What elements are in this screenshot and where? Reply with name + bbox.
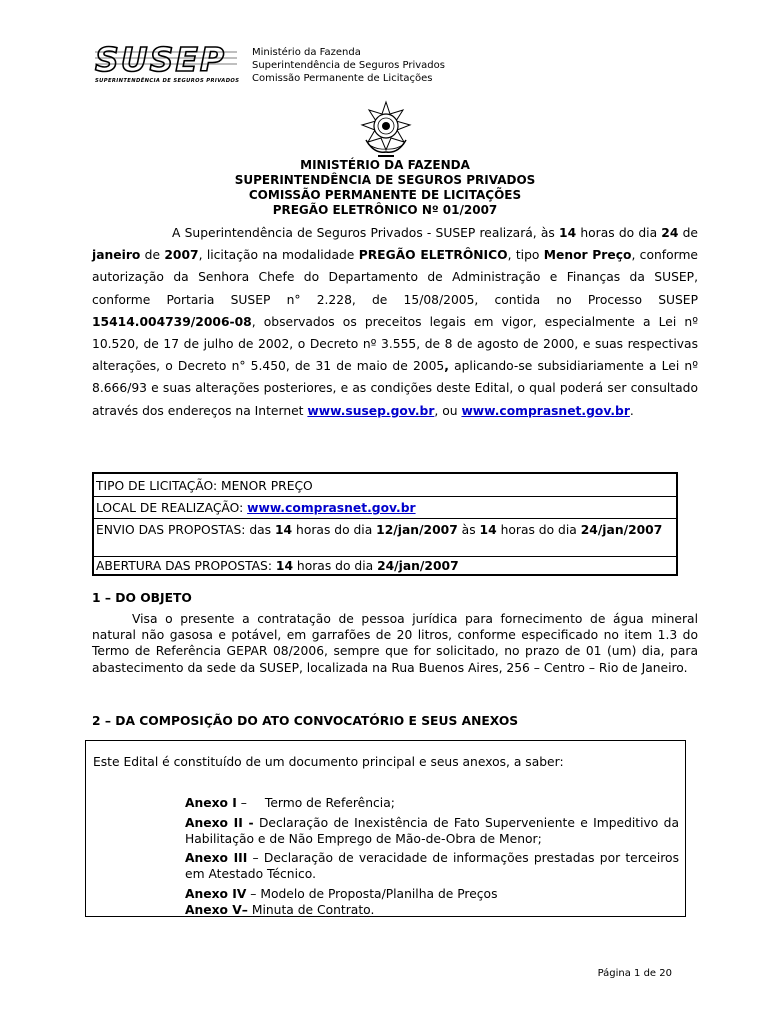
- header-lines: [252, 46, 445, 85]
- link-comprasnet[interactable]: www.comprasnet.gov.br: [461, 403, 630, 418]
- bidding-info-box: [92, 472, 678, 576]
- intro-paragraph: A Superintendência de Seguros Privados - SUSEP realizará, às 14 horas do dia 24 de janeiro de 2007, licitação na modalidade PREGÃO ELETRÔNICO, tipo Menor Preço, conforme autorização da Senhora Chefe do Departamento de Administração e Finanças da SUSEP, conforme Portaria SUSEP n° 2.228, de 15/08/2005, contida no Processo SUSEP 15414.004739/2006-08, observados os preceitos legais em vigor, especialmente a Lei nº 10.520, de 17 de julho de 2002, o Decreto nº 3.555, de 8 de agosto de 2000, e suas respectivas alterações, o Decreto n° 5.450, de 31 de maio de 2005, aplicando-se subsidiariamente a Lei nº 8.666/93 e suas alterações posteriores, e as condições deste Edital, o qual poderá ser consultado através dos endereços na Internet www.susep.gov.br, ou www.comprasnet.gov.br.: [92, 226, 698, 418]
- logo-subtext: SUPERINTENDÊNCIA DE SEGUROS PRIVADOS: [95, 78, 239, 84]
- annex-item: Anexo IV – Modelo de Proposta/Planilha de Preços: [185, 886, 498, 901]
- section1-text: Visa o presente a contratação de pessoa jurídica para fornecimento de água mineral natural não gasosa e potável, em garrafões de 20 litros, conforme especificado no item 1.3 do Termo de Referência GEPAR 08/2006, sempre que for solicitado, no prazo de 01 (um) dia, para abastecimento da sede da SUSEP, localizada na Rua Buenos Aires, 256 – Centro – Rio de Janeiro.: [92, 612, 698, 675]
- document-titles: [0, 158, 770, 218]
- header-line: Comissão Permanente de Licitações: [252, 73, 433, 84]
- header-line: Ministério da Fazenda: [252, 47, 361, 58]
- logo-text: SUSEP: [95, 42, 227, 79]
- title-pregao: PREGÃO ELETRÔNICO Nº 01/2007: [272, 203, 498, 217]
- title-commission: COMISSÃO PERMANENTE DE LICITAÇÕES: [248, 188, 522, 202]
- annex-item: Anexo I – Termo de Referência;: [185, 796, 395, 810]
- page-number: Página 1 de 20: [597, 968, 672, 979]
- susep-logo: [93, 42, 239, 84]
- section2-title: 2 – DA COMPOSIÇÃO DO ATO CONVOCATÓRIO E SEUS ANEXOS: [92, 714, 519, 728]
- bidding-type: TIPO DE LICITAÇÃO: MENOR PREÇO: [96, 479, 313, 493]
- annex-item: Anexo V– Minuta de Contrato.: [185, 902, 375, 917]
- section1-title: 1 – DO OBJETO: [92, 591, 192, 605]
- header-line: Superintendência de Seguros Privados: [252, 60, 445, 71]
- title-ministry: MINISTÉRIO DA FAZENDA: [300, 158, 470, 172]
- annexes-box: [85, 740, 686, 917]
- bidding-location: LOCAL DE REALIZAÇÃO: www.comprasnet.gov.br: [96, 501, 416, 515]
- title-superintendence: SUPERINTENDÊNCIA DE SEGUROS PRIVADOS: [234, 173, 536, 187]
- proposal-opening: ABERTURA DAS PROPOSTAS: 14 horas do dia 24/jan/2007: [96, 559, 459, 573]
- proposal-submission: ENVIO DAS PROPOSTAS: das 14 horas do dia 12/jan/2007 às 14 horas do dia 24/jan/2007: [96, 523, 663, 537]
- link-susep[interactable]: www.susep.gov.br: [307, 403, 435, 418]
- link-location-comprasnet[interactable]: www.comprasnet.gov.br: [247, 501, 416, 515]
- annex-item: Anexo II - Declaração de Inexistência de Fato Superveniente e Impeditivo da Habilitação e de Não Emprego de Mão-de-Obra de Menor;: [185, 815, 679, 846]
- annex-item: Anexo III – Declaração de veracidade de informações prestadas por terceiros em Atestado Técnico.: [185, 851, 679, 882]
- coat-of-arms-icon: [356, 100, 416, 158]
- annex-list: [185, 796, 679, 919]
- annexes-lead: Este Edital é constituído de um documento principal e seus anexos, a saber:: [93, 755, 564, 769]
